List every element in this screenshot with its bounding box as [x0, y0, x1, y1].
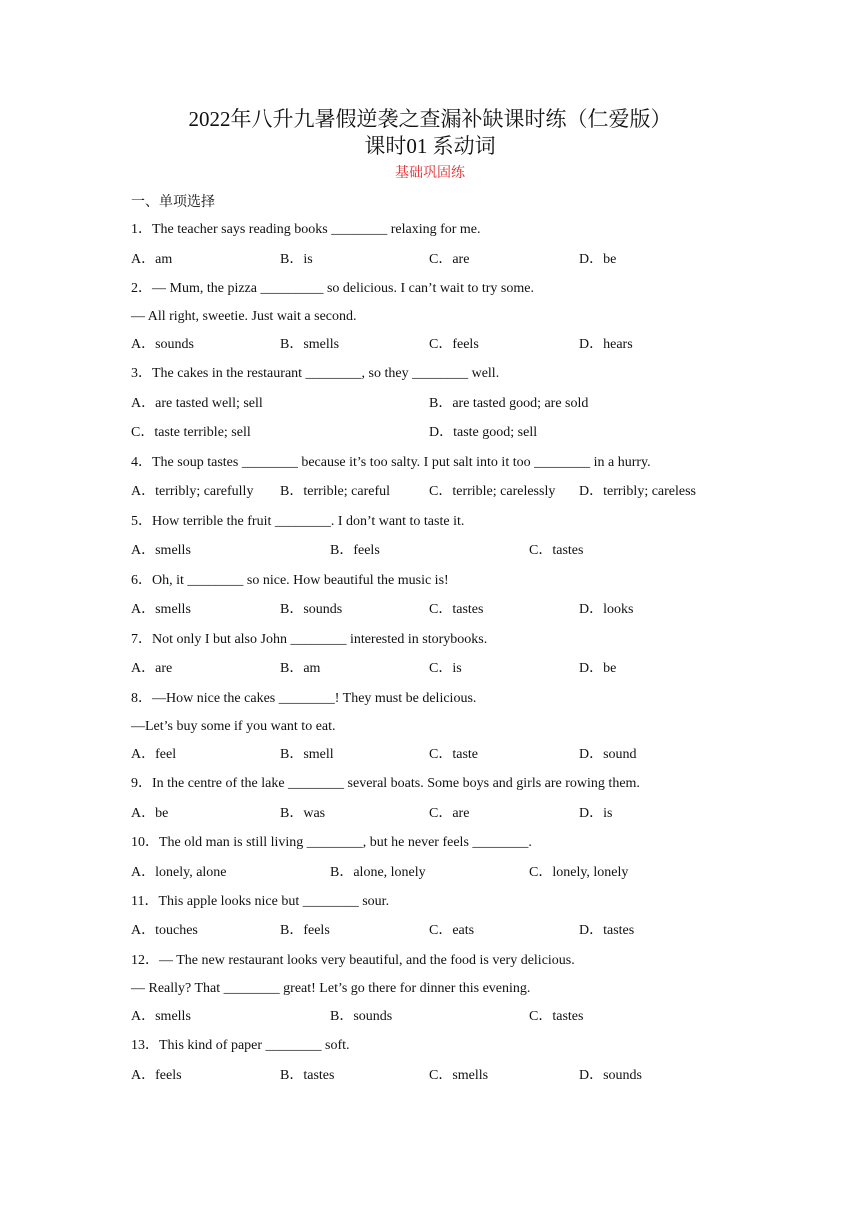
- option-b: B．tastes: [280, 1068, 335, 1083]
- question-2-stem: 2．— Mum, the pizza _________ so delicious. I can’t wait to try some.: [131, 281, 534, 296]
- option-c: C．tastes: [529, 1009, 584, 1024]
- lesson-title: 课时01 系动词: [364, 134, 496, 158]
- option-a: A．feels: [131, 1068, 182, 1083]
- option-c: C．lonely, lonely: [529, 865, 629, 880]
- option-c: C．smells: [429, 1068, 489, 1083]
- section-heading: 一、单项选择: [131, 195, 215, 210]
- question-11-stem: 11．This apple looks nice but ________ sour.: [131, 894, 390, 909]
- option-a: A．lonely, alone: [131, 865, 227, 880]
- option-b: B．alone, lonely: [330, 865, 426, 880]
- option-c: C．are: [429, 806, 470, 821]
- option-d: D．is: [579, 806, 613, 821]
- option-a: A．be: [131, 806, 169, 821]
- question-3-options-row1: [131, 395, 731, 413]
- question-8-stem: 8．—How nice the cakes ________! They must be delicious.: [131, 691, 477, 706]
- option-b: B．sounds: [330, 1009, 393, 1024]
- option-a: A．feel: [131, 747, 177, 762]
- option-d: D．sounds: [579, 1068, 643, 1083]
- option-d: D．looks: [579, 602, 634, 617]
- question-12-options: [131, 1008, 731, 1026]
- question-4-options: [131, 483, 731, 501]
- question-8-options: [131, 746, 731, 764]
- option-c: C．terrible; carelessly: [429, 484, 556, 499]
- option-d: D．tastes: [579, 923, 635, 938]
- option-b: B．sounds: [280, 602, 343, 617]
- question-5-options: [131, 542, 731, 560]
- option-b: B．is: [280, 252, 313, 267]
- question-2-options: [131, 336, 731, 354]
- question-1-stem: 1．The teacher says reading books ________ relaxing for me.: [131, 222, 481, 237]
- question-7-options: [131, 660, 731, 678]
- option-a: A．touches: [131, 923, 198, 938]
- option-c: C．is: [429, 661, 462, 676]
- option-b: B．was: [280, 806, 326, 821]
- question-2-reply: — All right, sweetie. Just wait a second.: [131, 309, 357, 324]
- level-tag: 基础巩固练: [395, 166, 465, 181]
- question-1-options: [131, 251, 731, 269]
- option-a: A．sounds: [131, 337, 195, 352]
- question-8-reply: —Let’s buy some if you want to eat.: [131, 719, 336, 734]
- question-10-options: [131, 864, 731, 882]
- option-c: C．tastes: [529, 543, 584, 558]
- question-4-stem: 4．The soup tastes ________ because it’s too salty. I put salt into it too ________ in a hurry.: [131, 455, 651, 470]
- option-b: B．am: [280, 661, 321, 676]
- question-10-stem: 10．The old man is still living ________, but he never feels ________.: [131, 835, 532, 850]
- page-title: 2022年八升九暑假逆袭之查漏补缺课时练（仁爱版）: [188, 107, 672, 131]
- option-c: C．feels: [429, 337, 479, 352]
- question-5-stem: 5．How terrible the fruit ________. I don’t want to taste it.: [131, 514, 465, 529]
- question-9-stem: 9．In the centre of the lake ________ several boats. Some boys and girls are rowing them.: [131, 776, 640, 791]
- question-13-options: [131, 1067, 731, 1085]
- question-11-options: [131, 922, 731, 940]
- option-d: D．be: [579, 661, 617, 676]
- option-b: B．are tasted good; are sold: [429, 396, 589, 411]
- question-12-reply: — Really? That ________ great! Let’s go there for dinner this evening.: [131, 981, 531, 996]
- option-b: B．smell: [280, 747, 334, 762]
- question-7-stem: 7．Not only I but also John ________ interested in storybooks.: [131, 632, 488, 647]
- question-3-stem: 3．The cakes in the restaurant ________, so they ________ well.: [131, 366, 500, 381]
- option-a: A．are: [131, 661, 173, 676]
- option-a: A．am: [131, 252, 173, 267]
- option-a: A．terribly; carefully: [131, 484, 254, 499]
- question-13-stem: 13．This kind of paper ________ soft.: [131, 1038, 350, 1053]
- option-d: D．be: [579, 252, 617, 267]
- option-a: A．smells: [131, 1009, 191, 1024]
- option-d: D．taste good; sell: [429, 425, 538, 440]
- option-d: D．terribly; careless: [579, 484, 697, 499]
- option-c: C．taste: [429, 747, 478, 762]
- option-b: B．terrible; careful: [280, 484, 391, 499]
- question-6-stem: 6．Oh, it ________ so nice. How beautiful the music is!: [131, 573, 449, 588]
- option-c: C．taste terrible; sell: [131, 425, 251, 440]
- option-c: C．tastes: [429, 602, 484, 617]
- option-b: B．feels: [330, 543, 380, 558]
- option-c: C．are: [429, 252, 470, 267]
- option-c: C．eats: [429, 923, 475, 938]
- option-a: A．smells: [131, 543, 191, 558]
- option-a: A．are tasted well; sell: [131, 396, 263, 411]
- question-3-options-row2: [131, 424, 731, 442]
- option-b: B．feels: [280, 923, 330, 938]
- question-12-stem: 12．— The new restaurant looks very beautiful, and the food is very delicious.: [131, 953, 575, 968]
- question-6-options: [131, 601, 731, 619]
- option-d: D．hears: [579, 337, 633, 352]
- option-a: A．smells: [131, 602, 191, 617]
- question-9-options: [131, 805, 731, 823]
- option-b: B．smells: [280, 337, 340, 352]
- option-d: D．sound: [579, 747, 637, 762]
